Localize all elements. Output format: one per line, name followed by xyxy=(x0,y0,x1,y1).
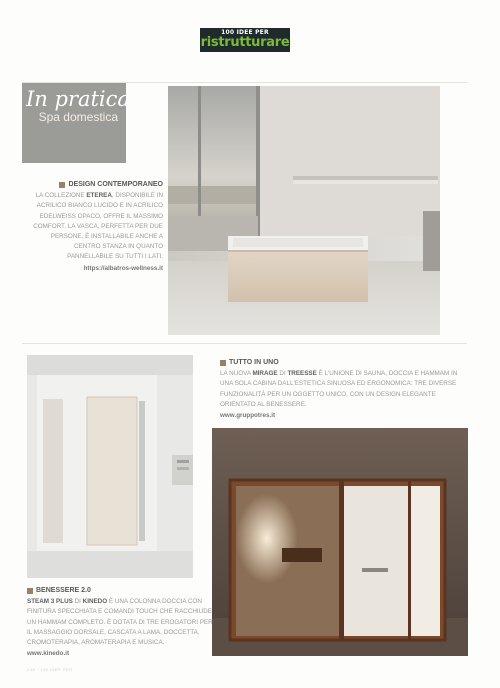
section-header xyxy=(22,83,130,163)
masthead-top: 100 IDEE PER xyxy=(221,29,269,36)
brand-name: KINEDO xyxy=(82,598,108,606)
article-heading xyxy=(220,358,470,368)
heading-text: DESIGN CONTEMPORANEO xyxy=(68,181,163,188)
masthead-logo xyxy=(200,28,290,52)
article-url: www.kinedo.it xyxy=(27,650,70,658)
article-heading xyxy=(30,180,163,190)
heading-text: BENESSERE 2.0 xyxy=(36,587,91,594)
body-text: È UNA COLONNA DOCCIA CON FINITURA SPECCHIATA E COMANDI TOUCH CHE RACCHIUDE UN HAMMAM COMPLETO. È DOTATA DI TRE EROGATORI PER IL MASSAGGIO DORSALE, CASCATA A LAMA, DOCCETTA, CROMOTERAPIA, AROMATERAPIA E MUSICA. xyxy=(27,598,213,647)
sauna-cabin-photo-art xyxy=(212,428,468,656)
middle-rule xyxy=(22,343,467,344)
masthead-bottom: ristrutturare xyxy=(200,35,290,50)
product-name: MIRAGE xyxy=(252,370,278,378)
body-mid: DI xyxy=(72,598,83,606)
shower-column-photo xyxy=(27,355,193,578)
page-footer: 248 · 100 IDEE PER xyxy=(27,667,73,672)
article-body xyxy=(27,597,217,648)
article-heading xyxy=(27,586,217,596)
body-text: È L'UNIONE DI SAUNA, DOCCIA E HAMMAM IN UNA SOLA CABINA DALL'ESTETICA SINUOSA ED ERGONOMICA: TRE DIVERSE FUNZIONALITÀ PER UN OGGETTO UNICO, CON UN DESIGN ELEGANTE ORIENTATO AL BENESSERE. xyxy=(220,370,458,408)
body-pre: LA NUOVA xyxy=(220,370,253,378)
brand-name: TREESSE xyxy=(287,370,317,378)
body-pre: LA COLLEZIONE xyxy=(35,192,87,200)
heading-square-icon xyxy=(27,588,33,594)
article-url: https://albatros-wellness.it xyxy=(83,264,163,272)
section-subtitle: Spa domestica xyxy=(38,110,118,124)
article-body xyxy=(30,191,163,262)
bathtub-photo xyxy=(168,86,440,335)
heading-text: TUTTO IN UNO xyxy=(229,359,279,366)
heading-square-icon xyxy=(220,360,226,366)
product-name: STEAM 3 PLUS xyxy=(27,598,73,606)
heading-square-icon xyxy=(59,182,65,188)
shower-column-photo-art xyxy=(27,355,193,578)
sauna-cabin-photo xyxy=(212,428,468,656)
product-name: ETEREA xyxy=(86,192,112,200)
article-benessere xyxy=(27,586,217,659)
article-url: www.gruppotres.it xyxy=(220,412,276,420)
article-tutto-in-uno xyxy=(220,358,470,421)
article-design-contemporaneo xyxy=(30,180,163,274)
article-body xyxy=(220,369,470,410)
bathtub-photo-art xyxy=(168,86,440,335)
body-text: , DISPONIBILE IN ACRILICO BIANCO LUCIDO E IN ACRILICO EDELWEISS OPACO, OFFRE IL MASSIMO COMFORT. LA VASCA, PERFETTA PER DUE PERSONE, È INSTALLABILE ANCHE A CENTRO STANZA IN QUANTO PANNELLABILE SU TUTTI I LATI. xyxy=(33,192,163,261)
body-mid: DI xyxy=(277,370,288,378)
section-title: In pratica xyxy=(26,87,130,111)
